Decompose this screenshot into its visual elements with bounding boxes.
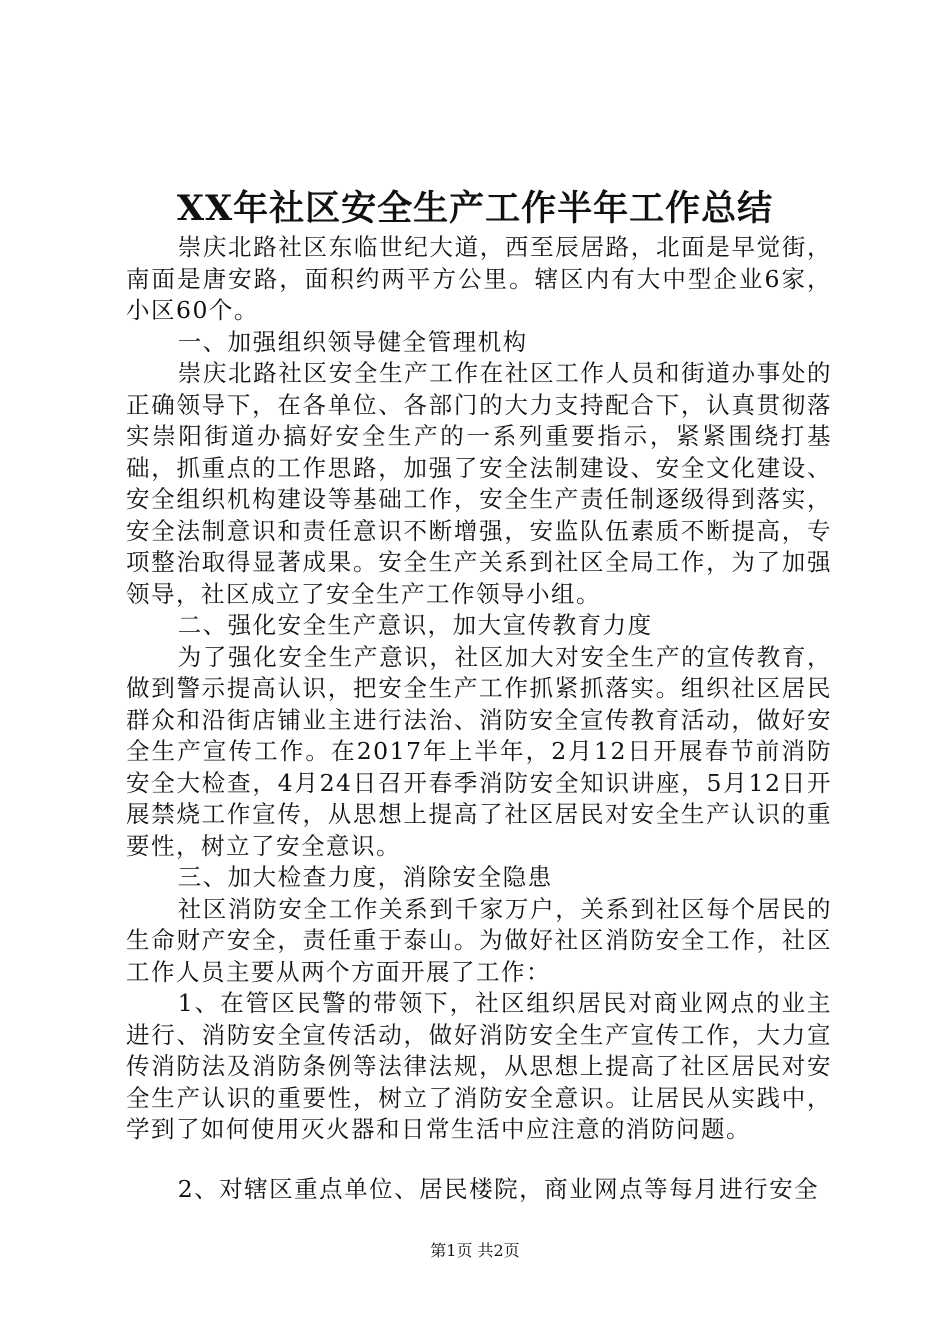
document-body: [126, 232, 832, 1205]
paragraph-section-3: 社区消防安全工作关系到千家万户，关系到社区每个居民的生命财产安全，责任重于泰山。为做好社区消防安全工作，社区工作人员主要从两个方面开展了工作：: [126, 894, 832, 986]
paragraph-item-2: 2、对辖区重点单位、居民楼院，商业网点等每月进行安全: [177, 1174, 820, 1203]
paragraph-item-1: 1、在管区民警的带领下，社区组织居民对商业网点的业主进行、消防安全宣传活动，做好消防安全生产宣传工作，大力宣传消防法及消防条例等法律法规，从思想上提高了社区居民对安全生产认识的重要性，树立了消防安全意识。让居民从实践中，学到了如何使用灭火器和日常生活中应注意的消防问题。: [126, 989, 832, 1143]
section-heading-3: 三、加大检查力度，消除安全隐患: [177, 863, 553, 891]
document-title: XX年社区安全生产工作半年工作总结: [176, 188, 774, 229]
section-heading-1: 一、加强组织领导健全管理机构: [177, 327, 528, 356]
paragraph-section-1: 崇庆北路社区安全生产工作在社区工作人员和街道办事处的正确领导下，在各单位、各部门的大力支持配合下，认真贯彻落实崇阳街道办搞好安全生产的一系列重要指示，紧紧围绕打基础，抓重点的工作思路，加强了安全法制建设、安全文化建设、安全组织机构建设等基础工作，安全生产责任制逐级得到落实，安全法制意识和责任意识不断增强，安监队伍素质不断提高，专项整治取得显著成果。安全生产关系到社区全局工作，为了加强领导，社区成立了安全生产工作领导小组。: [126, 359, 832, 608]
section-heading-2: 二、强化安全生产意识，加大宣传教育力度: [177, 611, 653, 639]
paragraph-intro: 崇庆北路社区东临世纪大道，西至辰居路，北面是早觉街，南面是唐安路，面积约两平方公里。辖区内有大中型企业6家，小区60个。: [126, 233, 832, 324]
page-number-footer: 第1页 共2页: [430, 1241, 520, 1260]
paragraph-section-2: 为了强化安全生产意识，社区加大对安全生产的宣传教育，做到警示提高认识，把安全生产工作抓紧抓落实。组织社区居民群众和沿街店铺业主进行法治、消防安全宣传教育活动，做好安全生产宣传工作。在2017年上半年，2月12日开展春节前消防安全大检查，4月24日召开春季消防安全知识讲座，5月12日开展禁烧工作宣传，从思想上提高了社区居民对安全生产认识的重要性，树立了安全意识。: [126, 642, 832, 860]
